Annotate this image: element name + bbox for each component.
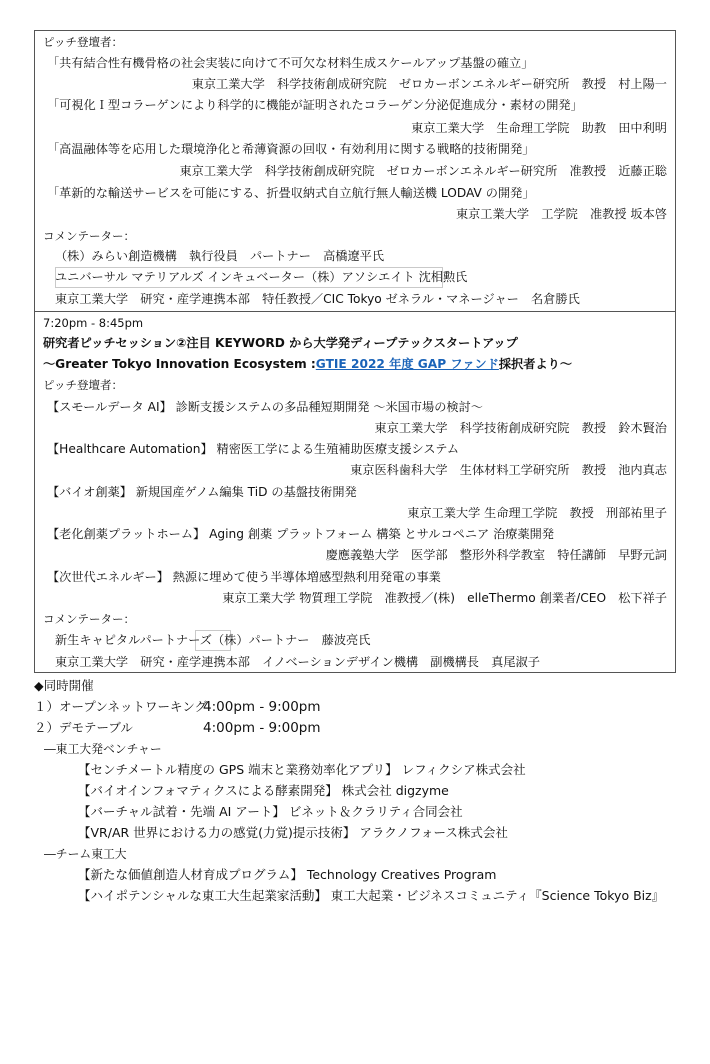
group-entry: 【バーチャル試着・先端 AI アート】 ビネット＆クラリティ合同会社 — [78, 804, 463, 819]
session1-box — [34, 30, 676, 312]
session-subtitle — [43, 355, 572, 373]
pitch-presenter: 東京工業大学 科学技術創成研究院 教授 鈴木賢治 — [374, 421, 667, 435]
group-entry: 【VR/AR 世界における力の感覚(力覚)提示技術】 アラクノフォース株式会社 — [78, 825, 508, 840]
commentator: 新生キャピタルパートナーズ（株）パートナー 藤波亮氏 — [55, 633, 371, 647]
commentator: ユニバーサル マテリアルズ インキュベーター（株）アソシエイト 沈相勲氏 — [55, 270, 468, 284]
group-entry: 【新たな価値創造人材育成プログラム】 Technology Creatives Program — [78, 867, 497, 882]
group-entry: 【ハイポテンシャルな東工大生起業家活動】 東工大起業・ビジネスコミュニティ『Science Tokyo Biz』 — [78, 888, 665, 903]
pitch-title: 「共有結合性有機骨格の社会実装に向けて不可欠な材料生成スケールアップ基盤の確立」 — [47, 56, 534, 70]
pitch-title: 【老化創薬プラットホーム】 Aging 創薬 プラットフォーム 構築 とサルコペニア 治療薬開発 — [47, 527, 555, 541]
group-name: ―東工大発ベンチャー — [44, 742, 162, 756]
pitch-title: 【バイオ創薬】 新規国産ゲノム編集 TiD の基盤技術開発 — [47, 485, 357, 499]
pitch-label: ピッチ登壇者： — [43, 35, 124, 49]
session-heading: 研究者ピッチセッション②注目 KEYWORD から大学発ディープテックスタートアップ — [43, 336, 518, 350]
pitch-title: 「高温融体等を応用した環境浄化と希薄資源の回収・有効利用に関する戦略的技術開発」 — [47, 142, 535, 156]
group-name: ―チーム東工大 — [44, 847, 127, 861]
pitch-label: ピッチ登壇者： — [43, 378, 124, 392]
pitch-presenter: 東京工業大学 科学技術創成研究院 ゼロカーボンエネルギー研究所 教授 村上陽一 — [191, 77, 667, 91]
concurrent-item-time: 4:00pm - 9:00pm — [203, 720, 321, 736]
concurrent-item-label: １）オープンネットワーキング — [34, 699, 208, 714]
concurrent-item-time: 4:00pm - 9:00pm — [203, 699, 321, 715]
pitch-presenter: 東京工業大学 物質理工学院 准教授／(株) elleThermo 創業者/CEO 松下祥子 — [222, 591, 667, 605]
pitch-presenter: 東京工業大学 科学技術創成研究院 ゼロカーボンエネルギー研究所 准教授 近藤正聡 — [179, 164, 667, 178]
pitch-title: 「革新的な輸送サービスを可能にする、折畳収納式自立航行無人輸送機 LODAV の開発」 — [47, 186, 535, 200]
gtie-link[interactable]: GTIE 2022 年度 GAP ファンド — [315, 357, 499, 371]
pitch-title: 【次世代エネルギー】 熱源に埋めて使う半導体増感型熱利用発電の事業 — [47, 570, 441, 584]
commentator: 東京工業大学 研究・産学連携本部 イノベーションデザイン機構 副機構長 真尾淑子 — [55, 655, 540, 669]
commentator-label: コメンテーター： — [43, 229, 135, 243]
concurrent-item-label: ２）デモテーブル — [34, 720, 133, 735]
commentator-label: コメンテーター： — [43, 612, 135, 626]
commentator: 東京工業大学 研究・産学連携本部 特任教授／CIC Tokyo ゼネラル・マネージャー 名倉勝氏 — [55, 292, 580, 306]
pitch-presenter: 東京医科歯科大学 生体材料工学研究所 教授 池内真志 — [350, 463, 667, 477]
subtitle-suffix: 採択者より～ — [498, 357, 573, 371]
pitch-presenter: 東京工業大学 生命理工学院 教授 刑部祐里子 — [407, 506, 667, 520]
pitch-presenter: 東京工業大学 工学院 准教授 坂本啓 — [455, 207, 667, 221]
pitch-presenter: 慶應義塾大学 医学部 整形外科学教室 特任講師 早野元詞 — [325, 548, 667, 562]
commentator: （株）みらい創造機構 執行役員 パートナー 高橋遼平氏 — [55, 249, 385, 263]
subtitle-prefix: ～Greater Tokyo Innovation Ecosystem : — [43, 357, 316, 371]
session-time: 7:20pm - 8:45pm — [43, 316, 144, 330]
group-entry: 【センチメートル精度の GPS 端末と業務効率化アプリ】 レフィクシア株式会社 — [78, 762, 526, 777]
concurrent-heading: ◆同時開催 — [34, 678, 94, 693]
pitch-title: 【スモールデータ AI】 診断支援システムの多品種短期開発 ～米国市場の検討～ — [47, 400, 483, 414]
session2-box — [34, 311, 676, 673]
pitch-title: 【Healthcare Automation】 精密医工学による生殖補助医療支援システム — [47, 442, 460, 456]
pitch-presenter: 東京工業大学 生命理工学院 助教 田中利明 — [411, 121, 667, 135]
pitch-title: 「可視化Ｉ型コラーゲンにより科学的に機能が証明されたコラーゲン分泌促進成分・素材の開発」 — [47, 98, 583, 112]
group-entry: 【バイオインフォマティクスによる酵素開発】 株式会社 digzyme — [78, 783, 449, 798]
